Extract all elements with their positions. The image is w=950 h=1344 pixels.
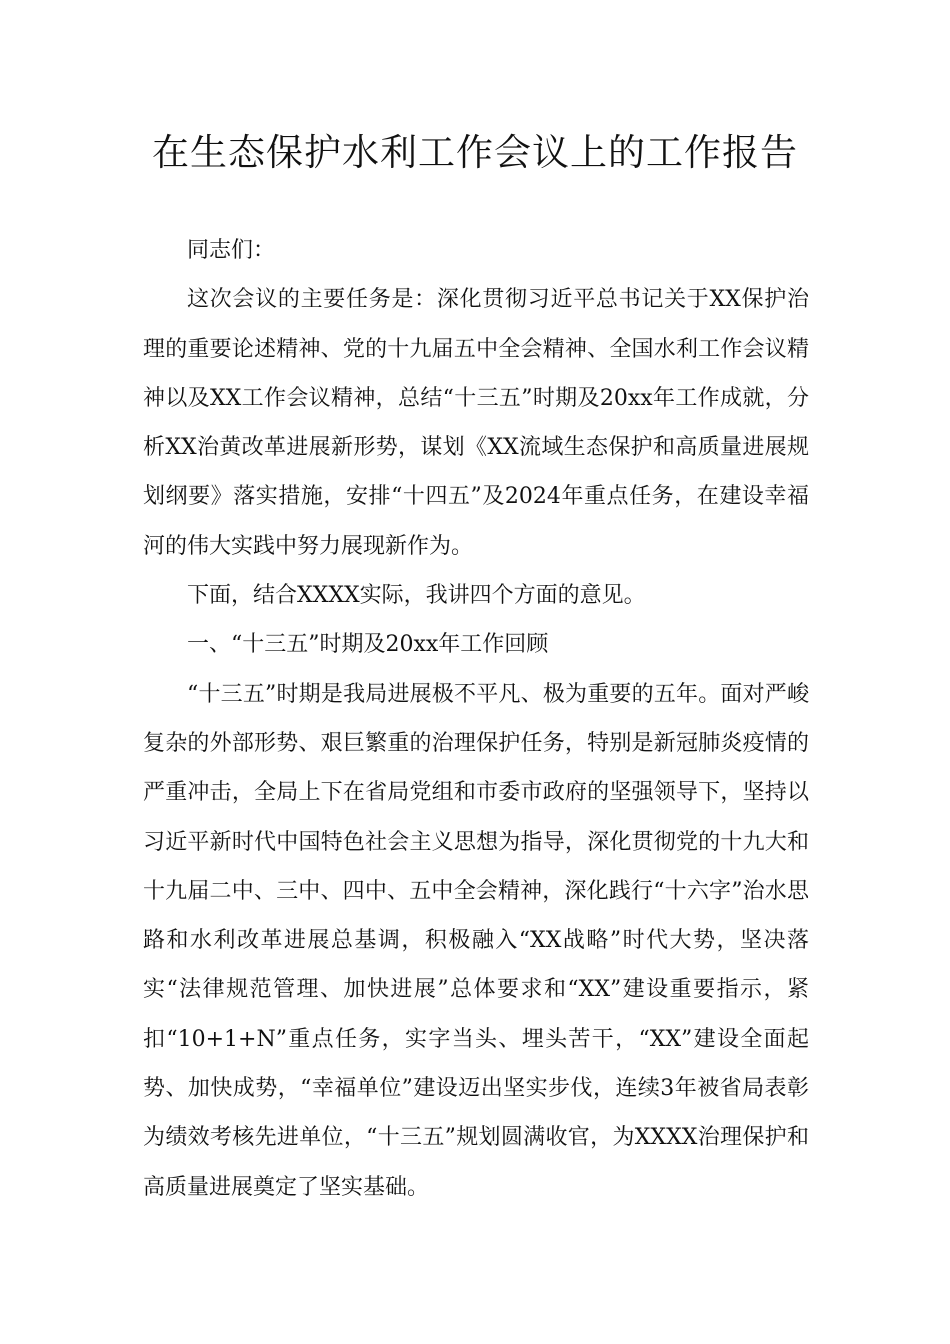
meeting-tasks-paragraph: 这次会议的主要任务是：深化贯彻习近平总书记关于XX保护治理的重要论述精神、党的十九届五中全会精神、全国水利工作会议精神以及XX工作会议精神，总结“十三五”时期及20xx年工作成就，分析XX治黄改革进展新形势，谋划《XX流域生态保护和高质量进展规划纲要》落实措施，安排“十四五”及2024年重点任务，在建设幸福河的伟大实践中努力展现新作为。	[143, 287, 809, 559]
section-heading: 一、“十三五”时期及20xx年工作回顾	[187, 632, 549, 658]
review-paragraph: “十三五”时期是我局进展极不平凡、极为重要的五年。面对严峻复杂的外部形势、艰巨繁重的治理保护任务，特别是新冠肺炎疫情的严重冲击，全局上下在省局党组和市委市政府的坚强领导下，坚持以习近平新时代中国特色社会主义思想为指导，深化贯彻党的十九大和十九届二中、三中、四中、五中全会精神，深化践行“十六字”治水思路和水利改革进展总基调，积极融入“XX战略”时代大势，坚决落实“法律规范管理、加快进展”总体要求和“XX”建设重要指示，紧扣“10+1+N”重点任务，实字当头、埋头苦干，“XX”建设全面起势、加快成势，“幸福单位”建设迈出坚实步伐，连续3年被省局表彰为绩效考核先进单位，“十三五”规划圆满收官，为XXXX治理保护和高质量进展奠定了坚实基础。	[143, 681, 809, 1200]
document-title: 在生态保护水利工作会议上的工作报告	[152, 131, 798, 174]
outline-paragraph: 下面，结合XXXX实际，我讲四个方面的意见。	[187, 583, 646, 609]
salutation-paragraph: 同志们：	[187, 238, 276, 263]
document-body	[143, 226, 809, 1212]
